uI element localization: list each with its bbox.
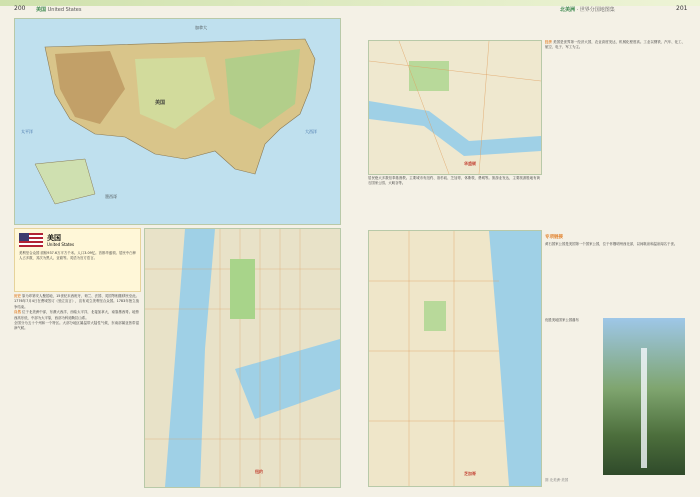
washington-map — [368, 40, 542, 175]
right-mid-text: 居民绝大多数信奉基督教。主要城市有纽约、洛杉矶、芝加哥、休斯敦、费城等。旅游业发达，主要旅游胜地有黄石国家公园、大峡谷等。 — [368, 176, 540, 186]
nature-text: 位于北美洲中部，东濒大西洋，西临太平洋，北接加拿大，南靠墨西哥。地势西高东低，中部为大平原，西部为科迪勒拉山系。 — [14, 310, 140, 320]
right-header-title: 北美洲 · 世界分国地图集 — [560, 7, 615, 13]
feature-box — [545, 234, 685, 294]
right-footer: 图 北美洲·美国 — [545, 478, 569, 482]
right-page-number: 201 — [676, 5, 688, 12]
country-name-en: United States — [47, 242, 75, 247]
left-page-number: 200 — [14, 5, 26, 12]
climate-text: 全国分为五十个州和一个特区。大部分地区属温带大陆性气候，东南部属亚热带湿润气候。 — [14, 321, 139, 331]
pacific-label: 太平洋 — [21, 129, 33, 134]
chicago-map — [368, 230, 542, 487]
history-text: 原为印第安人聚居地，15世纪末西班牙、荷兰、法国、英国等相继移民至此。1776年7月4日在费城签订《独立宣言》，宣布成立美利坚合众国。1783年独立战争结束。 — [14, 294, 140, 309]
left-header-title: 美国 United States — [36, 7, 82, 13]
waterfall-shape — [641, 348, 647, 468]
usa-map-svg — [15, 19, 340, 224]
canada-label: 加拿大 — [195, 25, 207, 30]
new-york-map — [144, 228, 341, 488]
us-flag-icon — [19, 233, 43, 247]
left-text-block — [14, 294, 139, 332]
waterfall-photo — [603, 318, 685, 475]
mexico-label: 墨西哥 — [105, 194, 117, 199]
country-intro: 美利坚合众国 面积937.6万平方千米。人口3.09亿。首都华盛顿。居民中白种人占多数，其次为黑人、亚裔等。英语为官方语言。 — [19, 251, 136, 261]
dc-label: 华盛顿 — [464, 161, 476, 166]
photo-caption: 优胜美地国家公园瀑布 — [545, 318, 579, 322]
feature-title: 专项链接 — [545, 235, 563, 240]
history-key: 历史 — [14, 294, 21, 298]
country-info-box — [14, 228, 141, 292]
economy-text: 美国是世界第一经济大国，农业高度发达，机械化程度高。工业以钢铁、汽车、化工、航空、电子、军工为主。 — [545, 40, 685, 50]
nature-key: 自然 — [14, 310, 21, 315]
usa-label: 美国 — [155, 100, 166, 106]
country-name-cn: 美国 — [47, 234, 61, 242]
chicago-label: 芝加哥 — [464, 471, 476, 476]
ny-label: 纽约 — [255, 469, 263, 474]
feature-text: 黄石国家公园是美国第一个国家公园，位于怀俄明州西北部，以间歇泉和温泉闻名于世。 — [545, 242, 678, 246]
economy-key: 经济 — [545, 40, 552, 44]
atlantic-label: 大西洋 — [305, 129, 317, 134]
usa-main-map — [14, 18, 341, 225]
ny-map-svg — [145, 229, 340, 487]
chicago-map-svg — [369, 231, 541, 486]
right-top-text — [545, 40, 685, 230]
dc-map-svg — [369, 41, 541, 174]
